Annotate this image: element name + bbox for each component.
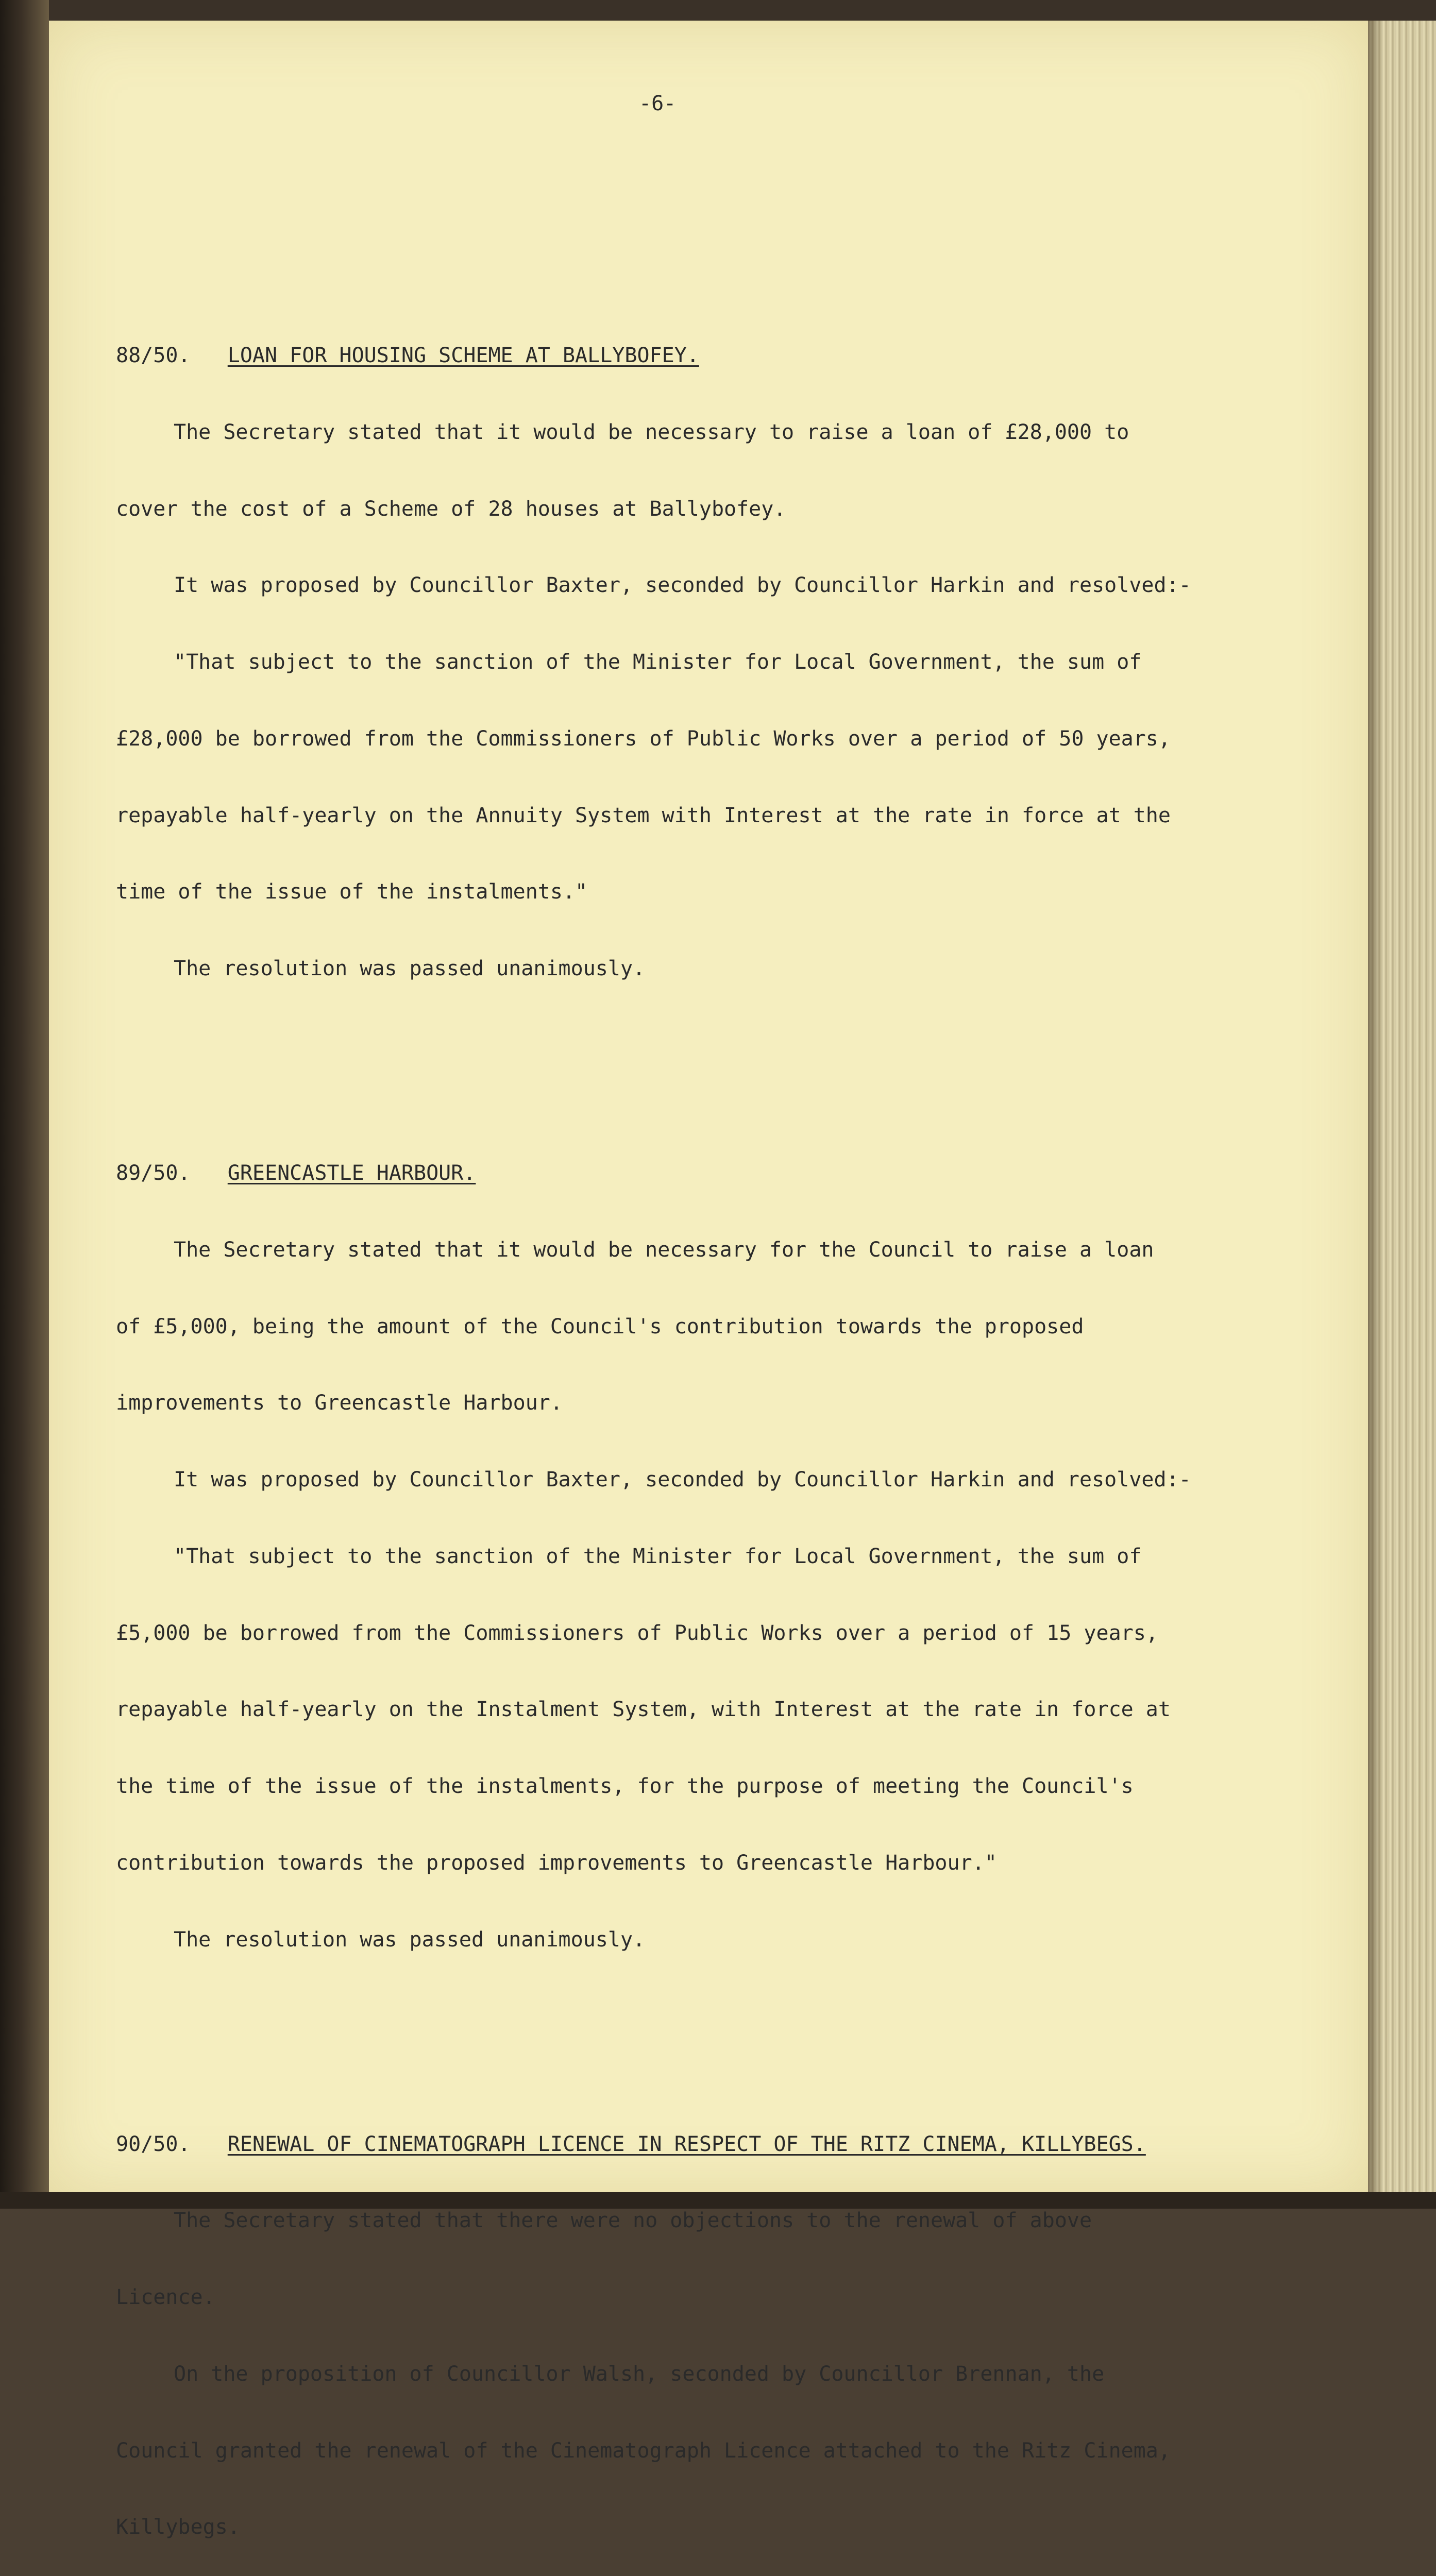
body-line: On the proposition of Councillor Walsh, seconded by Councillor Brennan, the [174, 2362, 1105, 2386]
body-line: Council granted the renewal of the Cinematograph Licence attached to the Ritz Cinema, [116, 2438, 1171, 2463]
body-line: The Secretary stated that there were no objections to the renewal of above [174, 2209, 1092, 2233]
body-line: Killybegs. [116, 2515, 240, 2539]
body-line: It was proposed by Councillor Baxter, seconded by Councillor Harkin and resolved:- [174, 573, 1191, 598]
body-line: repayable half-yearly on the Annuity System with Interest at the rate in force at the [116, 803, 1171, 827]
body-line: The Secretary stated that it would be necessary for the Council to raise a loan [174, 1238, 1154, 1262]
body-line: £28,000 be borrowed from the Commissioners of Public Works over a period of 50 years, [116, 726, 1171, 751]
body-line: cover the cost of a Scheme of 28 houses at Ballybofey. [116, 497, 786, 521]
minutes-body [116, 88, 1280, 2576]
body-line: contribution towards the proposed improvements to Greencastle Harbour." [116, 1851, 997, 1875]
section-90-heading-line [116, 2132, 1280, 2158]
body-line: the time of the issue of the instalments, for the purpose of meeting the Council's [116, 1774, 1134, 1799]
body-line: "That subject to the sanction of the Minister for Local Government, the sum of [174, 650, 1142, 674]
body-line: The resolution was passed unanimously. [174, 1927, 646, 1952]
body-line: It was proposed by Councillor Baxter, seconded by Councillor Harkin and resolved:- [174, 1468, 1191, 1492]
binding-shadow [0, 0, 49, 2209]
body-line: of £5,000, being the amount of the Council's contribution towards the proposed [116, 1314, 1084, 1338]
body-line: The Secretary stated that it would be necessary to raise a loan of £28,000 to [174, 420, 1129, 444]
body-line: £5,000 be borrowed from the Commissioners of Public Works over a period of 15 years, [116, 1621, 1158, 1645]
page-stack-edge [1368, 21, 1436, 2192]
section-heading: LOAN FOR HOUSING SCHEME AT BALLYBOFEY. [227, 343, 699, 367]
section-number: 88/50. [116, 343, 191, 367]
section-number: 89/50. [116, 1161, 191, 1185]
scan-top-border [0, 0, 1436, 21]
body-line: time of the issue of the instalments." [116, 880, 588, 904]
page-number: -6- [639, 92, 677, 115]
section-heading: GREENCASTLE HARBOUR. [227, 1161, 476, 1185]
section-88-heading-line [116, 343, 1280, 369]
body-line: The resolution was passed unanimously. [174, 957, 646, 981]
section-89-heading-line [116, 1161, 1280, 1187]
body-line: improvements to Greencastle Harbour. [116, 1391, 563, 1415]
section-heading: RENEWAL OF CINEMATOGRAPH LICENCE IN RESPECT OF THE RITZ CINEMA, KILLYBEGS. [227, 2132, 1146, 2156]
section-number: 90/50. [116, 2132, 191, 2156]
body-line: repayable half-yearly on the Instalment System, with Interest at the rate in force at [116, 1698, 1171, 1722]
body-line: "That subject to the sanction of the Minister for Local Government, the sum of [174, 1544, 1142, 1568]
body-line: Licence. [116, 2285, 215, 2310]
